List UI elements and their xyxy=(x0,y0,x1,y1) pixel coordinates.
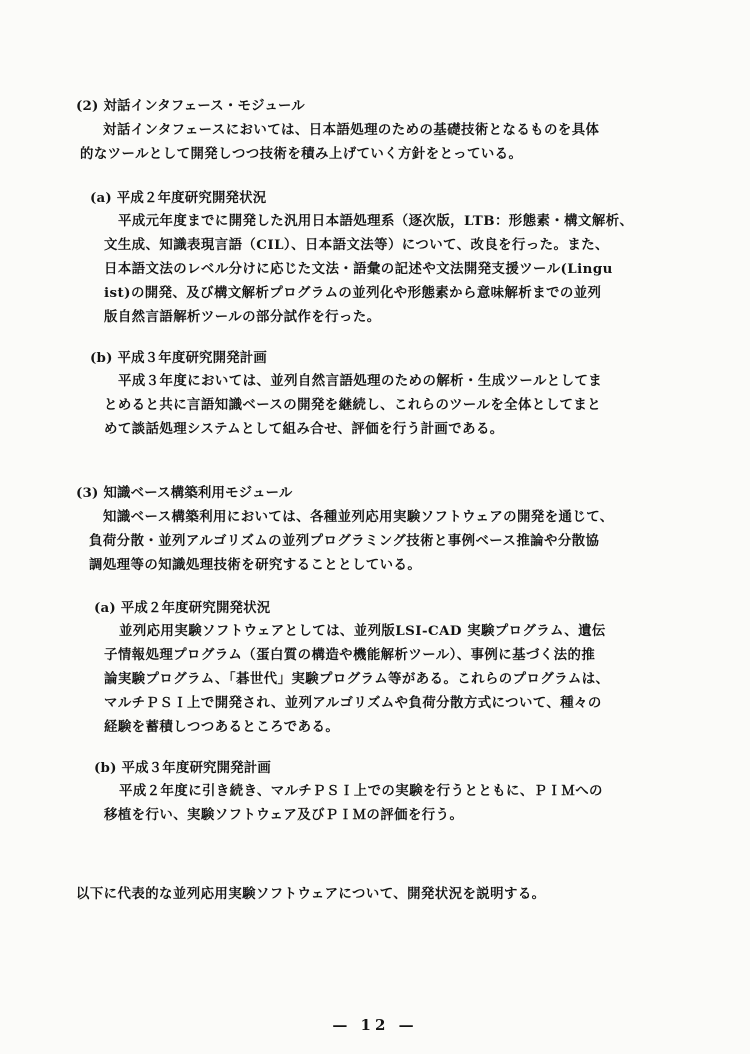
section-3-intro-line-2: 負荷分散・並列アルゴリズムの並列プログラミング技術と事例ベース推論や分散協 xyxy=(89,533,600,549)
section-2a-line-4: ist)の開発、及び構文解析プログラムの並列化や形態素から意味解析までの並列 xyxy=(104,285,602,301)
section-3a-heading: (a) 平成２年度研究開発状況 xyxy=(94,600,271,616)
section-3b-heading: (b) 平成３年度研究開発計画 xyxy=(94,760,271,776)
section-3a-line-1: 並列応用実験ソフトウェアとしては、並列版LSI-CAD 実験プログラム、遺伝 xyxy=(119,623,606,639)
section-3-heading: (3) 知識ベース構築利用モジュール xyxy=(76,485,293,501)
section-3b-line-2: 移植を行い、実験ソフトウェア及びＰＩＭの評価を行う。 xyxy=(104,807,464,823)
section-2b-line-2: とめると共に言語知識ベースの開発を継続し、これらのツールを全体としてまと xyxy=(104,397,602,413)
section-2-intro-line-2: 的なツールとして開発しつつ技術を積み上げていく方針をとっている。 xyxy=(80,146,523,162)
section-2-intro-line-1: 対話インタフェースにおいては、日本語処理のための基礎技術となるものを具体 xyxy=(103,122,600,138)
section-2a-line-3: 日本語文法のレベル分けに応じた文法・語彙の記述や文法開発支援ツール(Lingu xyxy=(104,261,613,277)
section-3-intro-line-1: 知識ベース構築利用においては、各種並列応用実験ソフトウェアの開発を通じて、 xyxy=(103,509,614,525)
section-2b-line-1: 平成３年度においては、並列自然言語処理のための解析・生成ツールとしてま xyxy=(118,373,603,389)
closing-paragraph: 以下に代表的な並列応用実験ソフトウェアについて、開発状況を説明する。 xyxy=(76,886,546,902)
section-2b-line-3: めて談話処理システムとして組み合せ、評価を行う計画である。 xyxy=(104,421,504,437)
section-2a-heading: (a) 平成２年度研究開発状況 xyxy=(90,190,267,206)
section-2a-line-1: 平成元年度までに開発した汎用日本語処理系（逐次版，LTB：形態素・構文解析、 xyxy=(118,213,634,229)
section-3b-line-1: 平成２年度に引き続き、マルチＰＳＩ上での実験を行うとともに、ＰＩＭへの xyxy=(119,783,603,799)
section-3a-line-2: 子情報処理プログラム（蛋白質の構造や機能解析ツール）、事例に基づく法的推 xyxy=(104,647,596,663)
section-3a-line-4: マルチＰＳＩ上で開発され、並列アルゴリズムや負荷分散方式について、種々の xyxy=(104,695,602,711)
page-number: — 12 — xyxy=(332,1016,418,1034)
section-3a-line-5: 経験を蓄積しつつあるところである。 xyxy=(104,719,340,735)
section-2a-line-5: 版自然言語解析ツールの部分試作を行った。 xyxy=(104,309,381,325)
section-2a-line-2: 文生成、知識表現言語（CIL）、日本語文法等）について、改良を行った。また、 xyxy=(104,237,609,253)
section-3a-line-3: 論実験プログラム、「碁世代」実験プログラム等がある。これらのプログラムは、 xyxy=(104,671,610,687)
section-2b-heading: (b) 平成３年度研究開発計画 xyxy=(90,350,267,366)
section-2-heading: (2) 対話インタフェース・モジュール xyxy=(76,98,305,114)
section-3-intro-line-3: 調処理等の知識処理技術を研究することとしている。 xyxy=(89,557,422,573)
